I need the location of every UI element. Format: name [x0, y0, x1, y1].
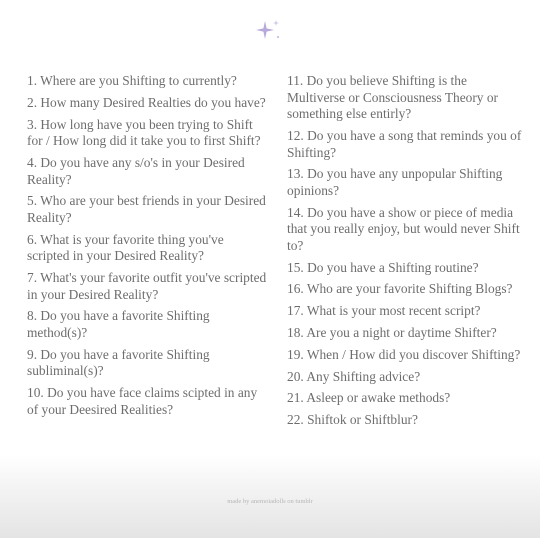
- question-10: 10. Do you have face claims scipted in any of your Deesired Realities?: [27, 385, 258, 417]
- question-14: 14. Do you have a show or piece of media that you really enjoy, but would never Shift to?: [287, 204, 520, 253]
- question-4: 4. Do you have any s/o's in your Desired Reality?: [27, 154, 245, 187]
- sparkle-icon: [254, 18, 284, 44]
- credit-text: made by anemoiadolls on tumblr: [227, 498, 313, 505]
- question-13: 13. Do you have any unpopular Shifting opinions?: [287, 166, 503, 198]
- question-5: 5. Who are your best friends in your Desired Reality?: [27, 193, 266, 225]
- question-19: 19. When / How did you discover Shifting?: [287, 346, 521, 362]
- right-question-column: [287, 73, 527, 434]
- question-20: 20. Any Shifting advice?: [287, 368, 421, 384]
- question-11: 11. Do you believe Shifting is the Multiverse or Consciousness Theory or something else entirly?: [287, 73, 499, 122]
- question-9: 9. Do you have a favorite Shifting subliminal(s)?: [27, 346, 210, 379]
- question-2: 2. How many Desired Realties do you have?: [27, 94, 266, 110]
- question-18: 18. Are you a night or daytime Shifter?: [287, 325, 497, 341]
- question-16: 16. Who are your favorite Shifting Blogs?: [287, 281, 513, 297]
- question-8: 8. Do you have a favorite Shifting method(s)?: [27, 308, 210, 341]
- question-12: 12. Do you have a song that reminds you of Shifting?: [287, 127, 522, 160]
- question-15: 15. Do you have a Shifting routine?: [287, 259, 479, 275]
- question-1: 1. Where are you Shifting to currently?: [27, 73, 237, 88]
- question-3: 3. How long have you been trying to Shift for / How long did it take you to first Shift?: [27, 116, 261, 149]
- question-22: 22. Shiftok or Shiftblur?: [287, 412, 418, 428]
- left-question-column: [27, 73, 267, 424]
- question-21: 21. Asleep or awake methods?: [287, 390, 451, 406]
- question-6: 6. What is your favorite thing you've scripted in your Desired Reality?: [27, 231, 224, 264]
- question-17: 17. What is your most recent script?: [287, 303, 481, 319]
- question-7: 7. What's your favorite outfit you've scripted in your Desired Reality?: [27, 270, 267, 302]
